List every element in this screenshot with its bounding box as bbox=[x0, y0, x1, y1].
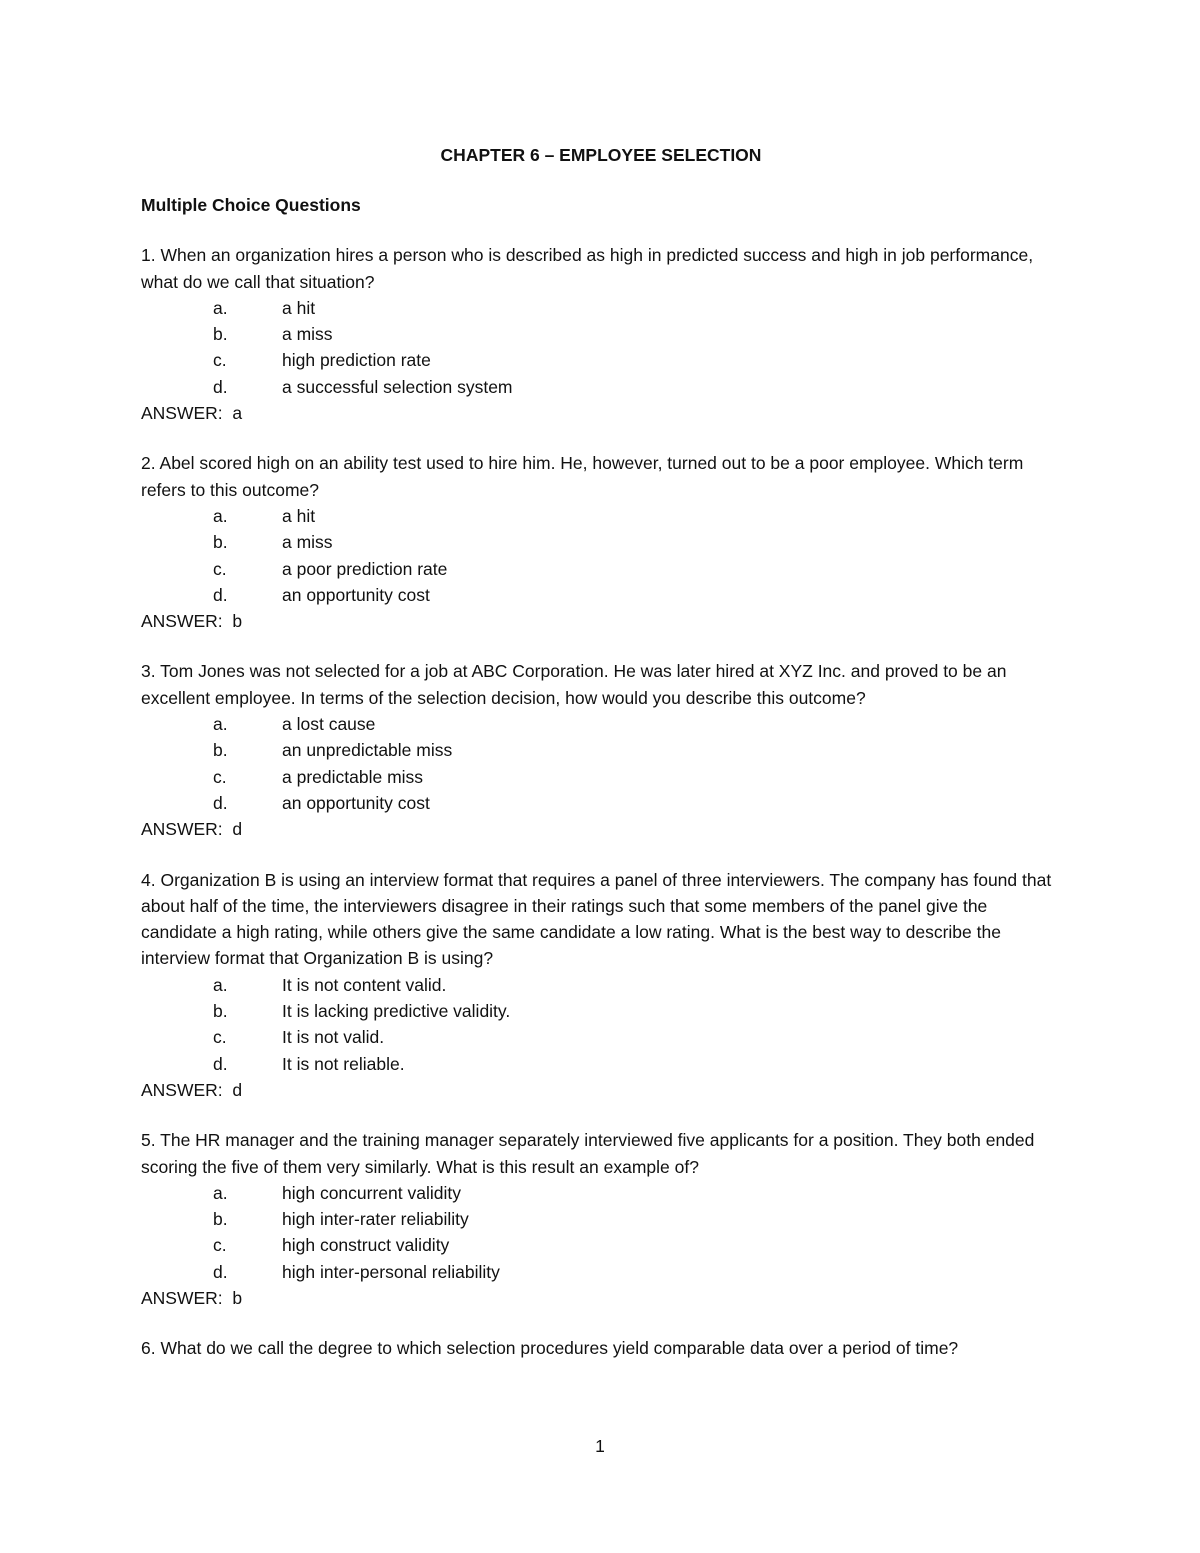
option-letter: b. bbox=[213, 1001, 228, 1022]
option-item bbox=[141, 737, 1061, 763]
option-item bbox=[141, 711, 1061, 737]
question-number: 6. bbox=[141, 1338, 156, 1359]
option-item bbox=[141, 790, 1061, 816]
option-item bbox=[141, 529, 1061, 555]
option-text: a miss bbox=[282, 532, 333, 553]
option-item bbox=[141, 347, 1061, 373]
option-text: It is lacking predictive validity. bbox=[282, 1001, 511, 1022]
option-item bbox=[141, 1051, 1061, 1077]
option-text: a predictable miss bbox=[282, 766, 424, 787]
option-text: high inter-personal reliability bbox=[282, 1261, 500, 1282]
option-letter: d. bbox=[213, 584, 228, 605]
option-item bbox=[141, 1259, 1061, 1285]
answer-line: ANSWER: d bbox=[141, 1079, 243, 1100]
question-stem bbox=[141, 450, 1061, 503]
option-text: a successful selection system bbox=[282, 376, 513, 397]
question-3 bbox=[141, 658, 1061, 842]
answer-line: ANSWER: a bbox=[141, 403, 243, 424]
option-text: an opportunity cost bbox=[282, 584, 430, 605]
question-stem bbox=[141, 867, 1061, 972]
option-list bbox=[141, 503, 1061, 608]
option-item bbox=[141, 295, 1061, 321]
question-number: 2. bbox=[141, 453, 156, 474]
option-list bbox=[141, 711, 1061, 816]
option-text: a poor prediction rate bbox=[282, 558, 448, 579]
option-letter: d. bbox=[213, 792, 228, 813]
option-letter: c. bbox=[213, 350, 227, 371]
page-title: CHAPTER 6 – EMPLOYEE SELECTION bbox=[440, 145, 762, 165]
option-letter: c. bbox=[213, 766, 227, 787]
question-5 bbox=[141, 1127, 1061, 1311]
question-text: Abel scored high on an ability test used to hire him. He, however, turned out to be a poor employee. Which term refers to this outcome? bbox=[141, 453, 1024, 500]
question-6 bbox=[141, 1335, 1061, 1361]
option-item bbox=[141, 998, 1061, 1024]
option-item bbox=[141, 972, 1061, 998]
option-item bbox=[141, 1024, 1061, 1050]
option-letter: c. bbox=[213, 1027, 227, 1048]
option-text: high prediction rate bbox=[282, 350, 431, 371]
option-letter: b. bbox=[213, 532, 228, 553]
question-stem bbox=[141, 242, 1061, 295]
question-1 bbox=[141, 242, 1061, 426]
option-letter: c. bbox=[213, 1235, 227, 1256]
option-item bbox=[141, 764, 1061, 790]
option-text: high concurrent validity bbox=[282, 1182, 461, 1203]
option-letter: b. bbox=[213, 324, 228, 345]
option-item bbox=[141, 1232, 1061, 1258]
answer-line: ANSWER: d bbox=[141, 819, 243, 840]
option-text: a lost cause bbox=[282, 714, 376, 735]
question-4 bbox=[141, 867, 1061, 1104]
option-item bbox=[141, 321, 1061, 347]
option-item bbox=[141, 374, 1061, 400]
option-list bbox=[141, 972, 1061, 1077]
option-item bbox=[141, 556, 1061, 582]
question-list bbox=[141, 242, 1061, 1361]
question-stem bbox=[141, 1127, 1061, 1180]
section-heading: Multiple Choice Questions bbox=[141, 195, 361, 215]
question-stem bbox=[141, 658, 1061, 711]
option-list bbox=[141, 295, 1061, 400]
question-number: 4. bbox=[141, 869, 156, 890]
question-2 bbox=[141, 450, 1061, 634]
option-item bbox=[141, 582, 1061, 608]
page-number: 1 bbox=[595, 1436, 605, 1456]
page-content bbox=[141, 142, 1061, 1362]
option-letter: b. bbox=[213, 740, 228, 761]
option-letter: a. bbox=[213, 1182, 228, 1203]
option-letter: a. bbox=[213, 297, 228, 318]
option-text: high inter-rater reliability bbox=[282, 1209, 469, 1230]
option-letter: d. bbox=[213, 376, 228, 397]
option-letter: c. bbox=[213, 558, 227, 579]
option-text: an unpredictable miss bbox=[282, 740, 453, 761]
option-letter: a. bbox=[213, 974, 228, 995]
option-letter: d. bbox=[213, 1053, 228, 1074]
question-text: What do we call the degree to which selection procedures yield comparable data over a period of time? bbox=[160, 1338, 959, 1359]
option-list bbox=[141, 1180, 1061, 1285]
option-item bbox=[141, 503, 1061, 529]
option-item bbox=[141, 1180, 1061, 1206]
answer-line: ANSWER: b bbox=[141, 1287, 243, 1308]
option-letter: a. bbox=[213, 714, 228, 735]
option-text: a miss bbox=[282, 324, 333, 345]
option-text: It is not reliable. bbox=[282, 1053, 405, 1074]
question-text: Organization B is using an interview format that requires a panel of three interviewers. The company has found that about half of the time, the interviewers disagree in their ratings such that some members of the panel give the candidate a high rating, while others give the same candidate a low rating. What is the best way to describe the interview format that Organization B is using? bbox=[141, 869, 1052, 969]
option-text: high construct validity bbox=[282, 1235, 450, 1256]
option-text: It is not content valid. bbox=[282, 974, 447, 995]
question-stem bbox=[141, 1335, 1061, 1361]
option-text: an opportunity cost bbox=[282, 792, 430, 813]
answer-line: ANSWER: b bbox=[141, 611, 243, 632]
question-text: When an organization hires a person who is described as high in predicted success and high in job performance, what do we call that situation? bbox=[141, 245, 1034, 292]
option-item bbox=[141, 1206, 1061, 1232]
option-text: a hit bbox=[282, 505, 316, 526]
question-text: Tom Jones was not selected for a job at ABC Corporation. He was later hired at XYZ Inc. and proved to be an excellent employee. In terms of the selection decision, how would you describe this outcome? bbox=[141, 661, 1007, 708]
option-letter: a. bbox=[213, 505, 228, 526]
question-number: 1. bbox=[141, 245, 156, 266]
option-text: It is not valid. bbox=[282, 1027, 385, 1048]
question-number: 3. bbox=[141, 661, 156, 682]
option-letter: d. bbox=[213, 1261, 228, 1282]
option-text: a hit bbox=[282, 297, 316, 318]
question-number: 5. bbox=[141, 1130, 156, 1151]
question-text: The HR manager and the training manager separately interviewed five applicants for a position. They both ended scoring the five of them very similarly. What is this result an example of? bbox=[141, 1130, 1035, 1177]
option-letter: b. bbox=[213, 1209, 228, 1230]
